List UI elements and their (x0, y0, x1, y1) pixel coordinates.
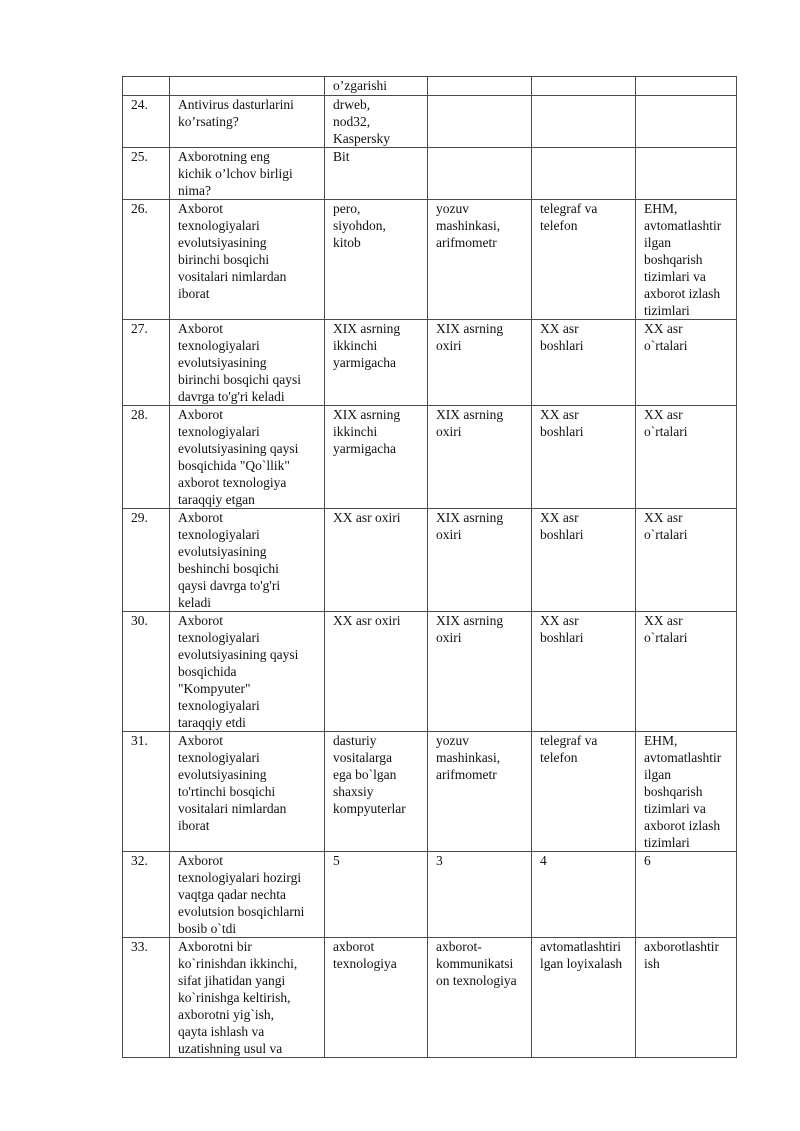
answer-c (532, 77, 636, 96)
answer-c: XX asr boshlari (532, 612, 636, 732)
answer-a: XIX asrning ikkinchi yarmigacha (325, 320, 428, 406)
table-row (123, 320, 737, 406)
question-number: 26. (123, 200, 170, 320)
answer-d (636, 77, 737, 96)
answer-d: EHM, avtomatlashtir ilgan boshqarish tizimlari va axborot izlash tizimlari (636, 732, 737, 852)
answer-c: telegraf va telefon (532, 200, 636, 320)
answer-a: XX asr oxiri (325, 612, 428, 732)
answer-c: XX asr boshlari (532, 509, 636, 612)
answer-c: 4 (532, 852, 636, 938)
question-text: Axborot texnologiyalari evolutsiyasining birinchi bosqichi vositalari nimlardan iborat (170, 200, 325, 320)
table-row (123, 148, 737, 200)
table-row (123, 732, 737, 852)
answer-d: EHM, avtomatlashtir ilgan boshqarish tizimlari va axborot izlash tizimlari (636, 200, 737, 320)
answer-d: XX asr o`rtalari (636, 509, 737, 612)
answer-a: dasturiy vositalarga ega bo`lgan shaxsiy kompyuterlar (325, 732, 428, 852)
answer-b: yozuv mashinkasi, arifmometr (428, 200, 532, 320)
answer-b: yozuv mashinkasi, arifmometr (428, 732, 532, 852)
answer-b (428, 148, 532, 200)
question-text: Axborot texnologiyalari evolutsiyasining birinchi bosqichi qaysi davrga to'g'ri keladi (170, 320, 325, 406)
question-number: 31. (123, 732, 170, 852)
answer-d: XX asr o`rtalari (636, 320, 737, 406)
table-row (123, 96, 737, 148)
answer-c: XX asr boshlari (532, 320, 636, 406)
answer-a: XIX asrning ikkinchi yarmigacha (325, 406, 428, 509)
table-row (123, 852, 737, 938)
answer-d: 6 (636, 852, 737, 938)
answer-c (532, 148, 636, 200)
question-number: 29. (123, 509, 170, 612)
table-row (123, 406, 737, 509)
question-number: 27. (123, 320, 170, 406)
answer-b: XIX asrning oxiri (428, 509, 532, 612)
answer-b: XIX asrning oxiri (428, 320, 532, 406)
table-row (123, 509, 737, 612)
answer-a: 5 (325, 852, 428, 938)
answer-c: avtomatlashtiri lgan loyixalash (532, 938, 636, 1058)
answer-b: 3 (428, 852, 532, 938)
question-text: Axborotning eng kichik o’lchov birligi nima? (170, 148, 325, 200)
question-number: 30. (123, 612, 170, 732)
answer-a: pero, siyohdon, kitob (325, 200, 428, 320)
question-number: 24. (123, 96, 170, 148)
answer-d: XX asr o`rtalari (636, 406, 737, 509)
answer-a: XX asr oxiri (325, 509, 428, 612)
answer-d: axborotlashtir ish (636, 938, 737, 1058)
question-text: Axborot texnologiyalari evolutsiyasining qaysi bosqichida "Kompyuter" texnologiyalari taraqqiy etdi (170, 612, 325, 732)
answer-d (636, 148, 737, 200)
answer-b (428, 77, 532, 96)
question-text (170, 77, 325, 96)
question-text: Axborotni bir ko`rinishdan ikkinchi, sifat jihatidan yangi ko`rinishga keltirish, axborotni yig`ish, qayta ishlash va uzatishning usul va (170, 938, 325, 1058)
question-text: Axborot texnologiyalari evolutsiyasining qaysi bosqichida "Qo`llik" axborot texnologiya taraqqiy etgan (170, 406, 325, 509)
answer-a: Bit (325, 148, 428, 200)
question-text: Axborot texnologiyalari evolutsiyasining to'rtinchi bosqichi vositalari nimlardan iborat (170, 732, 325, 852)
table-row (123, 612, 737, 732)
answer-c: telegraf va telefon (532, 732, 636, 852)
question-text: Axborot texnologiyalari hozirgi vaqtga qadar nechta evolutsion bosqichlarni bosib o`tdi (170, 852, 325, 938)
answer-c (532, 96, 636, 148)
answer-b: XIX asrning oxiri (428, 612, 532, 732)
answer-a: o’zgarishi (325, 77, 428, 96)
answer-a: axborot texnologiya (325, 938, 428, 1058)
answer-c: XX asr boshlari (532, 406, 636, 509)
table-row (123, 938, 737, 1058)
question-number (123, 77, 170, 96)
answer-d (636, 96, 737, 148)
question-text: Antivirus dasturlarini ko’rsating? (170, 96, 325, 148)
quiz-table (122, 76, 737, 1058)
table-row (123, 200, 737, 320)
question-number: 32. (123, 852, 170, 938)
question-number: 25. (123, 148, 170, 200)
answer-a: drweb, nod32, Kaspersky (325, 96, 428, 148)
answer-b (428, 96, 532, 148)
question-number: 33. (123, 938, 170, 1058)
table-row (123, 77, 737, 96)
answer-b: XIX asrning oxiri (428, 406, 532, 509)
question-number: 28. (123, 406, 170, 509)
question-text: Axborot texnologiyalari evolutsiyasining beshinchi bosqichi qaysi davrga to'g'ri keladi (170, 509, 325, 612)
answer-b: axborot- kommunikatsi on texnologiya (428, 938, 532, 1058)
answer-d: XX asr o`rtalari (636, 612, 737, 732)
